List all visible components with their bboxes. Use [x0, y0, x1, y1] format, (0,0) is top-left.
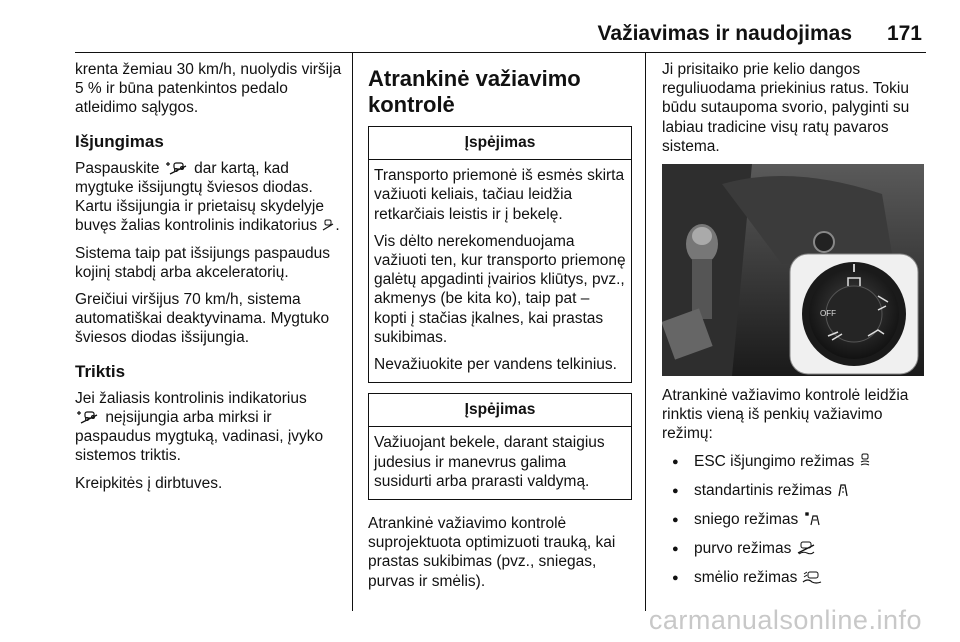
mud-mode-icon [796, 541, 816, 555]
header-rule [75, 52, 926, 53]
warning-text: Transporto priemonė iš esmės skirta važiuoti keliais, tačiau leidžia retkarčiais leistis ir į bekelę. [374, 167, 625, 223]
warning-title: Įspėjimas [369, 127, 631, 160]
column-3 [662, 60, 928, 598]
off-paragraph-2: Sistema taip pat išsijungs paspaudus kojinį stabdį arba akceleratorių. [75, 244, 331, 281]
warning-box-1 [368, 126, 632, 383]
section-heading-fault: Triktis [75, 361, 126, 381]
fault-paragraph-2: Kreipkitės į dirbtuves. [75, 474, 223, 492]
sand-mode-icon [802, 570, 822, 584]
warning-text: Nevažiuokite per vandens telkinius. [374, 356, 617, 374]
warning-text: Vis dėlto nerekomenduojama važiuoti ten, kur transporto priemonę galėtų apgadinti įvairios kliūtys, pvz., akmenys (be kita ko), taip pat – kopti į stačias įkalnes, kai prastas sukibimas. [374, 232, 626, 346]
fault-paragraph-1: Jei žaliasis kontrolinis indikatorius neįsijungia arba mirksi ir paspaudus mygtuką, vadinasi, įvyko sistemos triktis. [75, 389, 324, 465]
mode-list [662, 452, 928, 588]
page-header-title: Važiavimas ir naudojimas [597, 22, 852, 45]
warning-title: Įspėjimas [369, 394, 631, 427]
column-separator-1 [352, 53, 353, 611]
intro-paragraph: krenta žemiau 30 km/h, nuolydis viršija 5 % ir būna patenkintos pedalo atleidimo sąlygos. [75, 61, 342, 117]
off-paragraph-3: Greičiui viršijus 70 km/h, sistema automatiškai deaktyvinama. Mygtuko šviesos diodas išsijungia. [75, 291, 330, 347]
intro-paragraph: Ji prisitaiko prie kelio dangos reguliuodama priekinius ratus. Tokiu būdu sutaupoma svorio, palyginti su labiau tradicine visų ratų pavaros sistema. [662, 61, 910, 155]
standard-mode-icon [836, 482, 850, 498]
hill-descent-icon [164, 160, 190, 176]
warning-box-2 [368, 393, 632, 500]
warning-text: Važiuojant bekele, darant staigius judesius ir manevrus galima susidurti arba prarasti valdymą. [374, 434, 605, 490]
grip-control-illustration [662, 164, 924, 376]
watermark: carmanualsonline.info [648, 605, 922, 635]
hill-indicator-icon [321, 218, 335, 232]
outro-paragraph: Atrankinė važiavimo kontrolė suprojektuota optimizuoti trauką, kai prastas sukibimas (pvz., sniegas, purvas ir smėlis). [368, 515, 616, 590]
hill-descent-icon [75, 409, 101, 425]
section-title: Atrankinė važiavimo kontrolė [368, 66, 581, 117]
dashboard-photo [662, 164, 924, 376]
photo-caption: Atrankinė važiavimo kontrolė leidžia rinktis vieną iš penkių važiavimo režimų: [662, 387, 909, 443]
list-item: ● ESC išjungimo režimas [662, 452, 928, 471]
page-number: 171 [886, 22, 922, 45]
off-paragraph-1: Paspauskite dar kartą, kad mygtuke išsijungtų šviesos diodas. Kartu išsijungia ir prietaisų skydelyje buvęs žalias kontrolinis indikatorius . [75, 159, 340, 235]
list-item: ● smėlio režimas [662, 568, 928, 587]
list-item: ● standartinis režimas [662, 481, 928, 500]
section-heading-off: Išjungimas [75, 131, 164, 151]
column-separator-2 [645, 53, 646, 611]
esc-off-icon [859, 453, 871, 469]
snow-mode-icon [803, 511, 821, 527]
list-item: ● purvo režimas [662, 539, 928, 558]
list-item: ● sniego režimas [662, 510, 928, 529]
column-1 [75, 60, 343, 501]
column-2 [368, 60, 632, 599]
esc-off-label: OFF [820, 309, 836, 319]
